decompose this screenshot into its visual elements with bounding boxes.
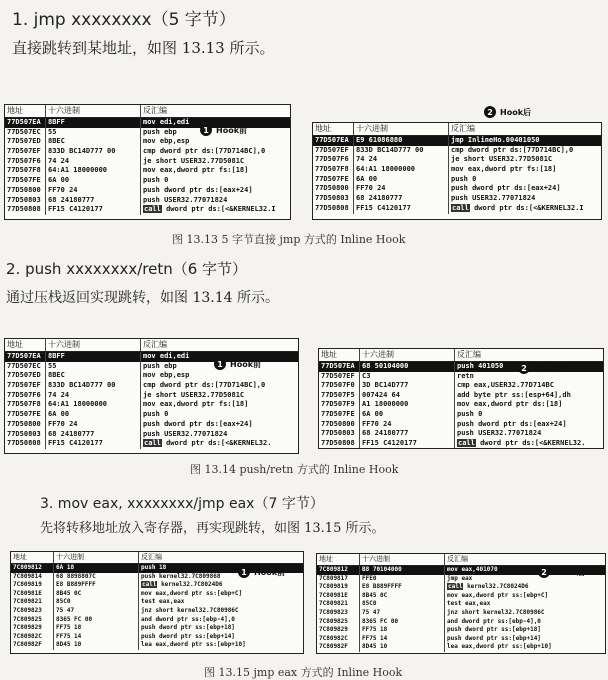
address-cell: 7C809829 — [319, 626, 348, 634]
disassembly-cell: push ebp — [143, 127, 177, 136]
disassembly-cell: lea eax,dword ptr ss:[ebp+10] — [141, 641, 246, 649]
disassembly-cell: push dword ptr ss:[ebp+14] — [141, 632, 235, 640]
address-cell: 77D50800 — [321, 419, 355, 428]
hex-cell: FF70 24 — [48, 185, 78, 194]
hex-cell: 68 24180777 — [48, 429, 95, 438]
disassembly-cell: push dword ptr ss:[ebp+18] — [447, 626, 541, 634]
table-row — [5, 439, 298, 449]
disassembly-cell: push 401050 — [457, 362, 504, 370]
disassembly-cell: push dword ptr ss:[ebp+14] — [447, 634, 541, 642]
hex-cell: FF15 C4120177 — [362, 438, 417, 447]
hex-cell: 64:A1 18000000 — [356, 165, 416, 174]
table-row — [319, 410, 603, 420]
number-1-badge: 1 — [238, 566, 250, 578]
hex-cell: 833D BC14D777 00 — [48, 381, 116, 390]
table-header — [11, 552, 303, 564]
hex-cell: 68 24180777 — [48, 195, 95, 204]
hex-cell: E8 B889FFFF — [56, 581, 96, 589]
disassembly-cell: cmp dword ptr ds:[77D714BC],0 — [143, 381, 266, 390]
hex-cell: 833D BC14D777 00 — [356, 145, 424, 154]
section-3-heading: 3. mov eax, xxxxxxxx/jmp eax（7 字节） — [40, 496, 324, 512]
disassembly-cell: push dword ptr ds:[eax+24] — [143, 185, 253, 194]
disassembly-cell: cmp eax,USER32.77D714BC — [457, 381, 554, 390]
disassembly-cell: cmp dword ptr ds:[77D714BC],0 — [451, 145, 574, 154]
hex-cell: FF75 14 — [56, 632, 82, 640]
column-header-address: 地址 — [321, 350, 337, 359]
disassembly-cell: jnz short kernel32.7C80986C — [141, 606, 239, 614]
column-header-disassembly: 反汇编 — [457, 350, 481, 359]
figure-13-14-before-table — [4, 338, 299, 454]
column-header-hex: 十六进制 — [362, 555, 390, 563]
figure-13-13-after-table — [312, 122, 602, 220]
hex-cell: FF15 C4120177 — [48, 205, 103, 214]
table-row — [5, 176, 290, 186]
disassembly-cell: call kernel32.7C8024D6 — [142, 581, 223, 589]
table-header — [319, 349, 603, 362]
table-row — [11, 633, 303, 642]
table-row — [313, 136, 601, 146]
disassembly-cell: and dword ptr ss:[ebp-4],0 — [447, 617, 541, 625]
hex-cell: 68 8898807C — [56, 572, 96, 580]
disassembly-cell: je short USER32.77D5081C — [451, 155, 553, 164]
address-cell: 7C809819 — [13, 581, 42, 589]
table-row — [319, 391, 603, 401]
hex-cell: FF15 C4120177 — [48, 439, 103, 448]
address-cell: 77D507F6 — [7, 156, 41, 165]
table-row — [317, 609, 605, 618]
address-cell: 77D507F0 — [321, 381, 355, 390]
address-cell: 77D50800 — [7, 185, 41, 194]
table-header — [313, 123, 601, 136]
table-row — [5, 128, 290, 138]
hex-cell: FF70 24 — [48, 419, 78, 428]
table-row — [5, 410, 298, 420]
table-row — [319, 381, 603, 391]
table-row — [11, 581, 303, 590]
table-header — [5, 339, 298, 352]
address-cell: 77D507EC — [7, 127, 41, 136]
hex-cell: 6A 00 — [362, 409, 384, 418]
disassembly-cell: mov eax,dword ptr ss:[ebp+C] — [141, 589, 243, 597]
disassembly-cell: push dword ptr ds:[eax+24] — [457, 419, 567, 428]
hook-after-label-13-14 — [518, 362, 565, 374]
address-cell: 77D507ED — [7, 137, 41, 146]
address-cell: 77D50800 — [7, 419, 41, 428]
address-cell: 77D50808 — [321, 438, 355, 447]
disassembly-cell: push 18 — [141, 564, 167, 571]
address-cell: 7C809821 — [13, 598, 42, 606]
table-row — [319, 429, 603, 439]
disassembly-cell: mov eax,dword ptr fs:[18] — [143, 166, 249, 175]
hex-cell: 74 24 — [48, 390, 70, 399]
hex-cell: 85C0 — [362, 600, 377, 608]
disassembly-cell: push 0 — [143, 176, 169, 185]
address-cell: 7C809817 — [319, 574, 348, 582]
address-cell: 77D507EF — [321, 371, 355, 380]
address-cell: 77D507EA — [7, 118, 41, 126]
hook-after-label-13-13 — [484, 106, 531, 118]
disassembly-cell: mov eax,401070 — [447, 566, 498, 573]
disassembly-cell: call dword ptr ds:[<&KERNEL32.I — [144, 205, 276, 214]
table-row — [317, 592, 605, 601]
hex-cell: FF70 24 — [362, 419, 392, 428]
column-header-hex: 十六进制 — [56, 553, 84, 561]
number-1-badge: 1 — [214, 358, 226, 370]
hook-after-text: Hook后 — [534, 363, 566, 373]
table-row — [319, 439, 603, 449]
hex-cell: E8 B889FFFF — [362, 583, 402, 591]
hex-cell: 75 47 — [362, 608, 381, 616]
table-row — [317, 618, 605, 627]
hex-cell: 8365 FC 00 — [56, 615, 93, 623]
hook-before-label-13-14 — [214, 358, 261, 370]
hook-before-text: Hook前 — [254, 567, 286, 577]
disassembly-cell: push dword ptr ds:[eax+24] — [143, 419, 253, 428]
hex-cell: 64:A1 18000000 — [48, 166, 108, 175]
section-2-description: 通过压栈返回实现跳转，如图 13.14 所示。 — [6, 290, 279, 306]
disassembly-cell: je short USER32.77D5081C — [143, 390, 245, 399]
hex-cell: 6A 18 — [56, 564, 75, 571]
disassembly-cell: test eax,eax — [447, 600, 491, 608]
disassembly-cell: push kernel32.7C809868 — [141, 572, 221, 580]
address-cell: 77D507EA — [321, 362, 355, 370]
disassembly-cell: push USER32.77071824 — [143, 195, 228, 204]
table-row — [5, 186, 290, 196]
column-header-disassembly: 反汇编 — [447, 555, 468, 563]
table-row — [5, 391, 298, 401]
column-header-address: 地址 — [13, 553, 27, 561]
hex-cell: 6A 00 — [48, 410, 70, 419]
address-cell: 77D507EA — [7, 352, 41, 360]
table-row — [317, 583, 605, 592]
table-row — [319, 420, 603, 430]
hex-cell: 8B45 0C — [362, 591, 388, 599]
table-row — [319, 400, 603, 410]
hex-cell: C3 — [362, 371, 371, 380]
number-1-badge: 1 — [200, 124, 212, 136]
hex-cell: 3D BC14D777 — [362, 381, 409, 390]
table-row — [313, 184, 601, 194]
table-row — [317, 600, 605, 609]
address-cell: 77D507F6 — [7, 390, 41, 399]
hex-cell: 55 — [48, 361, 57, 370]
column-header-disassembly: 反汇编 — [141, 553, 162, 561]
table-row — [5, 166, 290, 176]
table-row — [313, 155, 601, 165]
disassembly-cell: push dword ptr ss:[ebp+18] — [141, 624, 235, 632]
hex-cell: FF75 18 — [362, 626, 388, 634]
address-cell: 7C80982F — [319, 643, 348, 651]
disassembly-cell: lea eax,dword ptr ss:[ebp+10] — [447, 643, 552, 651]
disassembly-cell: call dword ptr ds:[<&KERNEL32. — [144, 439, 272, 448]
section-1-heading: 1. jmp xxxxxxxx（5 字节） — [12, 10, 236, 30]
disassembly-cell: je short USER32.77D5081C — [143, 156, 245, 165]
address-cell: 7C809823 — [13, 606, 42, 614]
disassembly-cell: jmp InlineHo.00401050 — [451, 136, 540, 144]
address-cell: 77D507F6 — [315, 155, 349, 164]
address-cell: 7C809829 — [13, 624, 42, 632]
address-cell: 77D50808 — [7, 439, 41, 448]
address-cell: 77D507EA — [315, 136, 349, 144]
number-2-badge: 2 — [484, 106, 496, 118]
disassembly-cell: mov eax,dword ptr ss:[ebp+C] — [447, 591, 549, 599]
table-row — [5, 196, 290, 206]
address-cell: 7C80982C — [13, 632, 42, 640]
hex-cell: 68 24180777 — [362, 429, 409, 438]
hex-cell: 55 — [48, 127, 57, 136]
address-cell: 77D507EC — [7, 361, 41, 370]
hex-cell: FF75 18 — [56, 624, 82, 632]
table-row — [11, 624, 303, 633]
hex-cell: 8365 FC 00 — [362, 617, 399, 625]
address-cell: 7C809825 — [13, 615, 42, 623]
table-row — [313, 146, 601, 156]
address-cell: 77D507FE — [7, 410, 41, 419]
hook-before-text: Hook前 — [230, 359, 262, 369]
hex-cell: 6A 00 — [48, 176, 70, 185]
disassembly-cell: push USER32.77071824 — [143, 429, 228, 438]
hex-cell: 007424 64 — [362, 390, 400, 399]
address-cell: 77D50803 — [7, 429, 41, 438]
column-header-disassembly: 反汇编 — [143, 340, 167, 349]
hex-cell: 8BFF — [48, 352, 65, 360]
disassembly-cell: mov eax,dword ptr fs:[18] — [451, 165, 557, 174]
table-row — [5, 147, 290, 157]
address-cell: 7C809814 — [13, 572, 42, 580]
address-cell: 7C809812 — [319, 566, 348, 573]
address-cell: 77D50803 — [321, 429, 355, 438]
hex-cell: 74 24 — [48, 156, 70, 165]
hook-after-text: Hook后 — [554, 567, 586, 577]
column-header-address: 地址 — [319, 555, 333, 563]
address-cell: 77D507ED — [7, 371, 41, 380]
table-row — [11, 641, 303, 650]
table-row — [11, 598, 303, 607]
address-cell: 77D507FE — [7, 176, 41, 185]
disassembly-cell: and dword ptr ss:[ebp-4],0 — [141, 615, 235, 623]
table-row — [11, 607, 303, 616]
table-row — [313, 165, 601, 175]
column-header-hex: 十六进制 — [356, 124, 388, 133]
hex-cell: 8BEC — [48, 371, 65, 380]
table-header — [5, 105, 290, 118]
table-row — [5, 157, 290, 167]
number-2-badge: 2 — [518, 362, 530, 374]
hex-cell: 85C0 — [56, 598, 71, 606]
table-row — [5, 137, 290, 147]
hook-after-text: Hook后 — [500, 107, 532, 117]
table-row — [5, 381, 298, 391]
table-row — [5, 400, 298, 410]
table-row — [5, 430, 298, 440]
hex-cell: 64:A1 18000000 — [48, 400, 108, 409]
address-cell: 77D507F8 — [315, 165, 349, 174]
address-cell: 7C80981E — [319, 591, 348, 599]
address-cell: 7C80981E — [13, 589, 42, 597]
column-header-address: 地址 — [315, 124, 331, 133]
disassembly-cell: jnz short kernel32.7C80986C — [447, 608, 545, 616]
hex-cell: A1 18000000 — [362, 400, 409, 409]
hex-cell: 74 24 — [356, 155, 378, 164]
table-row — [5, 371, 298, 381]
column-header-address: 地址 — [7, 340, 23, 349]
table-row — [313, 194, 601, 204]
address-cell: 77D507EF — [315, 145, 349, 154]
hook-before-label-13-15 — [238, 566, 285, 578]
address-cell: 7C809823 — [319, 608, 348, 616]
address-cell: 77D507FE — [321, 409, 355, 418]
disassembly-cell: mov ebp,esp — [143, 137, 190, 146]
hook-before-label-13-13 — [200, 124, 247, 136]
section-3-description: 先将转移地址放入寄存器，再实现跳转，如图 13.15 所示。 — [40, 521, 385, 536]
table-row — [317, 635, 605, 644]
table-row — [317, 643, 605, 652]
address-cell: 77D507F5 — [321, 390, 355, 399]
hex-cell: FF75 14 — [362, 634, 388, 642]
hex-cell: FF15 C4120177 — [356, 203, 411, 212]
address-cell: 77D507F9 — [321, 400, 355, 409]
figure-13-15-caption: 图 13.15 jmp eax 方式的 Inline Hook — [204, 666, 403, 679]
disassembly-cell: add byte ptr ss:[esp+64],dh — [457, 390, 571, 399]
hex-cell: 8D45 10 — [362, 643, 388, 651]
hex-cell: 68 50104000 — [362, 362, 409, 370]
address-cell: 77D50800 — [315, 184, 349, 193]
table-row — [5, 205, 290, 215]
figure-13-14-caption: 图 13.14 push/retn 方式的 Inline Hook — [190, 463, 399, 476]
hex-cell: E9 61086880 — [356, 136, 403, 144]
disassembly-cell: push 0 — [451, 174, 477, 183]
disassembly-cell: push dword ptr ds:[eax+24] — [451, 184, 561, 193]
table-row — [317, 626, 605, 635]
disassembly-cell: retn — [457, 371, 474, 380]
column-header-hex: 十六进制 — [48, 340, 80, 349]
table-row — [5, 118, 290, 128]
hex-cell: B8 70104000 — [362, 566, 402, 573]
disassembly-cell: push ebp — [143, 361, 177, 370]
disassembly-cell: push 0 — [457, 409, 483, 418]
hook-after-label-13-15 — [538, 566, 585, 578]
disassembly-cell: jmp eax — [447, 574, 473, 582]
address-cell: 7C80982F — [13, 641, 42, 649]
table-header — [317, 554, 605, 566]
address-cell: 77D507F8 — [7, 166, 41, 175]
address-cell: 77D507FE — [315, 174, 349, 183]
figure-13-13-before-table — [4, 104, 291, 220]
section-2-heading: 2. push xxxxxxxx/retn（6 字节） — [6, 260, 248, 278]
disassembly-cell: push USER32.77071824 — [451, 194, 536, 203]
address-cell: 7C809819 — [319, 583, 348, 591]
disassembly-cell: mov ebp,esp — [143, 371, 190, 380]
disassembly-cell: test eax,eax — [141, 598, 185, 606]
column-header-address: 地址 — [7, 106, 23, 115]
disassembly-cell: push 0 — [143, 410, 169, 419]
hex-cell: FF70 24 — [356, 184, 386, 193]
column-header-disassembly: 反汇编 — [143, 106, 167, 115]
hex-cell: FFE0 — [362, 574, 377, 582]
address-cell: 77D50803 — [315, 194, 349, 203]
hex-cell: 75 47 — [56, 606, 75, 614]
hook-before-text: Hook前 — [216, 125, 248, 135]
hex-cell: 6A 00 — [356, 174, 378, 183]
hex-cell: 8D45 10 — [56, 641, 82, 649]
column-header-hex: 十六进制 — [48, 106, 80, 115]
address-cell: 7C80982C — [319, 634, 348, 642]
number-2-badge: 2 — [538, 566, 550, 578]
address-cell: 7C809812 — [13, 564, 42, 571]
hex-cell: 8B45 0C — [56, 589, 82, 597]
address-cell: 77D50808 — [315, 203, 349, 212]
hex-cell: 8BFF — [48, 118, 65, 126]
disassembly-cell: mov eax,dword ptr ds:[18] — [457, 400, 563, 409]
table-row — [11, 590, 303, 599]
disassembly-cell: mov eax,dword ptr fs:[18] — [143, 400, 249, 409]
table-row — [313, 175, 601, 185]
hex-cell: 68 24180777 — [356, 194, 403, 203]
hex-cell: 833D BC14D777 00 — [48, 147, 116, 156]
disassembly-cell: call dword ptr ds:[<&KERNEL32.I — [452, 203, 584, 212]
column-header-hex: 十六进制 — [362, 350, 394, 359]
figure-13-13-caption: 图 13.13 5 字节直接 jmp 方式的 Inline Hook — [172, 233, 406, 246]
table-row — [11, 616, 303, 625]
disassembly-cell: mov edi,edi — [143, 118, 190, 126]
address-cell: 77D507EF — [7, 381, 41, 390]
column-header-disassembly: 反汇编 — [451, 124, 475, 133]
address-cell: 77D50808 — [7, 205, 41, 214]
disassembly-cell: mov edi,edi — [143, 352, 190, 360]
address-cell: 7C809821 — [319, 600, 348, 608]
disassembly-cell: push USER32.77071824 — [457, 429, 542, 438]
section-1-description: 直接跳转到某地址，如图 13.13 所示。 — [12, 39, 275, 57]
hex-cell: 8BEC — [48, 137, 65, 146]
address-cell: 77D507F8 — [7, 400, 41, 409]
table-row — [5, 420, 298, 430]
disassembly-cell: cmp dword ptr ds:[77D714BC],0 — [143, 147, 266, 156]
disassembly-cell: call kernel32.7C8024D6 — [448, 583, 529, 591]
address-cell: 7C809825 — [319, 617, 348, 625]
table-row — [313, 204, 601, 214]
address-cell: 77D507EF — [7, 147, 41, 156]
disassembly-cell: call dword ptr ds:[<&KERNEL32. — [458, 438, 586, 447]
address-cell: 77D50803 — [7, 195, 41, 204]
